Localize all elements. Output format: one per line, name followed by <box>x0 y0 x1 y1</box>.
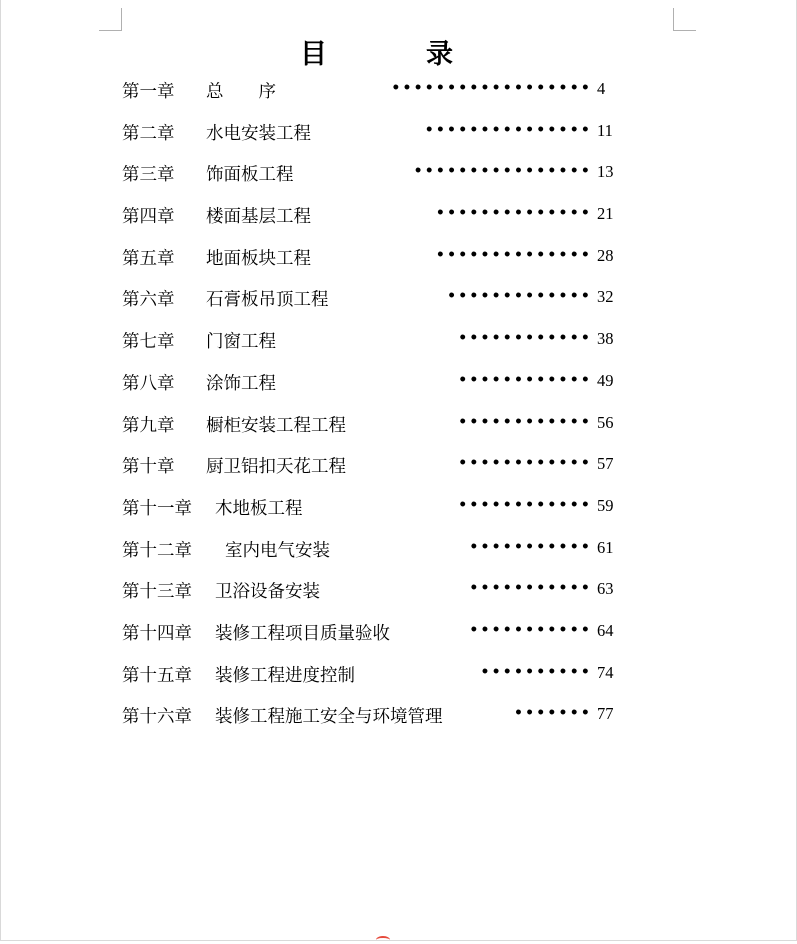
toc-row[interactable] <box>0 703 797 745</box>
red-annotation-mark <box>376 936 390 944</box>
toc-chapter-name: 装修工程进度控制 <box>215 665 355 686</box>
toc-chapter-label: 第七章 <box>122 332 175 353</box>
toc-chapter-label: 第八章 <box>122 373 175 394</box>
toc-dot-leader: ••••••••••• <box>469 538 592 555</box>
toc-page-number: 32 <box>597 287 614 307</box>
toc-page-number: 61 <box>597 537 614 557</box>
toc-row[interactable] <box>0 78 797 120</box>
toc-page-number: 49 <box>597 370 614 390</box>
toc-chapter-name: 门窗工程 <box>206 332 276 353</box>
toc-row[interactable] <box>0 412 797 454</box>
toc-chapter-label: 第三章 <box>122 165 175 186</box>
toc-chapter-label: 第一章 <box>122 82 175 102</box>
toc-chapter-name: 装修工程施工安全与环境管理 <box>215 707 443 728</box>
toc-chapter-name: 木地板工程 <box>215 498 303 519</box>
toc-title: 目 录 <box>300 39 489 70</box>
toc-row[interactable] <box>0 578 797 620</box>
toc-page-number: 13 <box>597 162 614 182</box>
toc-chapter-label: 第四章 <box>122 207 175 228</box>
toc-row[interactable] <box>0 120 797 162</box>
toc-dot-leader: •••••••••• <box>480 663 592 680</box>
crop-mark-top-left <box>99 8 122 31</box>
toc-chapter-name: 卫浴设备安装 <box>215 582 320 603</box>
toc-dot-leader: •••••••••••• <box>458 496 592 513</box>
toc-chapter-name: 楼面基层工程 <box>206 207 311 228</box>
toc-dot-leader: ••••••••••• <box>469 621 592 638</box>
toc-dot-leader: ••••••••••• <box>469 580 592 597</box>
toc-page-number: 64 <box>597 620 614 640</box>
toc-row[interactable] <box>0 453 797 495</box>
toc-dot-leader: •••••••••••••• <box>435 205 592 222</box>
toc-dot-leader: •••••••••••• <box>458 413 592 430</box>
toc-chapter-label: 第十一章 <box>122 498 192 519</box>
crop-mark-top-right <box>673 8 696 31</box>
toc-row[interactable] <box>0 161 797 203</box>
toc-dot-leader: •••••••••••••• <box>435 246 592 263</box>
toc-dot-leader: ••••••• <box>513 705 592 722</box>
toc-page-number: 77 <box>597 704 614 724</box>
toc-page-number: 59 <box>597 495 614 515</box>
toc-page-number: 4 <box>597 79 606 98</box>
toc-chapter-name: 装修工程项目质量验收 <box>215 623 390 644</box>
toc-page-number: 57 <box>597 454 614 474</box>
toc-page-number: 74 <box>597 662 614 682</box>
toc-row[interactable] <box>0 370 797 412</box>
toc-row[interactable] <box>0 286 797 328</box>
toc-chapter-label: 第九章 <box>122 415 175 436</box>
toc-page-number: 38 <box>597 329 614 349</box>
toc-page-number: 63 <box>597 579 614 599</box>
toc-page-number: 11 <box>597 120 613 140</box>
toc-chapter-name: 水电安装工程 <box>206 123 311 144</box>
toc-chapter-label: 第十六章 <box>122 707 192 728</box>
toc-row[interactable] <box>0 620 797 662</box>
toc-chapter-name: 石膏板吊顶工程 <box>206 290 329 311</box>
toc-page-number: 21 <box>597 204 614 224</box>
toc-chapter-name: 室内电气安装 <box>225 540 330 561</box>
toc-chapter-label: 第二章 <box>122 123 175 144</box>
toc-chapter-name: 饰面板工程 <box>206 165 294 186</box>
toc-chapter-label: 第十四章 <box>122 623 192 644</box>
toc-chapter-label: 第十二章 <box>122 540 192 561</box>
toc-row[interactable] <box>0 203 797 245</box>
toc-chapter-name: 涂饰工程 <box>206 373 276 394</box>
toc-page-number: 28 <box>597 245 614 265</box>
toc-chapter-name: 地面板块工程 <box>206 248 311 269</box>
toc-dot-leader: ••••••••••••••• <box>424 121 592 138</box>
toc-chapter-label: 第十五章 <box>122 665 192 686</box>
toc-chapter-label: 第五章 <box>122 248 175 269</box>
toc-dot-leader: •••••••••••••••••• <box>391 80 592 96</box>
toc-row[interactable] <box>0 328 797 370</box>
toc-chapter-label: 第十三章 <box>122 582 192 603</box>
toc-row[interactable] <box>0 537 797 579</box>
toc-chapter-name: 厨卫铝扣天花工程 <box>206 457 346 478</box>
toc-page-number: 56 <box>597 412 614 432</box>
toc-dot-leader: ••••••••••••• <box>447 288 592 305</box>
toc-chapter-name: 橱柜安装工程工程 <box>206 415 346 436</box>
toc-dot-leader: •••••••••••• <box>458 330 592 347</box>
toc-list <box>0 78 797 745</box>
toc-row[interactable] <box>0 245 797 287</box>
toc-chapter-name: 总 序 <box>206 82 276 102</box>
toc-dot-leader: •••••••••••••••• <box>413 163 592 180</box>
toc-row[interactable] <box>0 495 797 537</box>
toc-chapter-label: 第十章 <box>122 457 175 478</box>
toc-row[interactable] <box>0 662 797 704</box>
toc-chapter-label: 第六章 <box>122 290 175 311</box>
toc-dot-leader: •••••••••••• <box>458 371 592 388</box>
toc-dot-leader: •••••••••••• <box>458 455 592 472</box>
